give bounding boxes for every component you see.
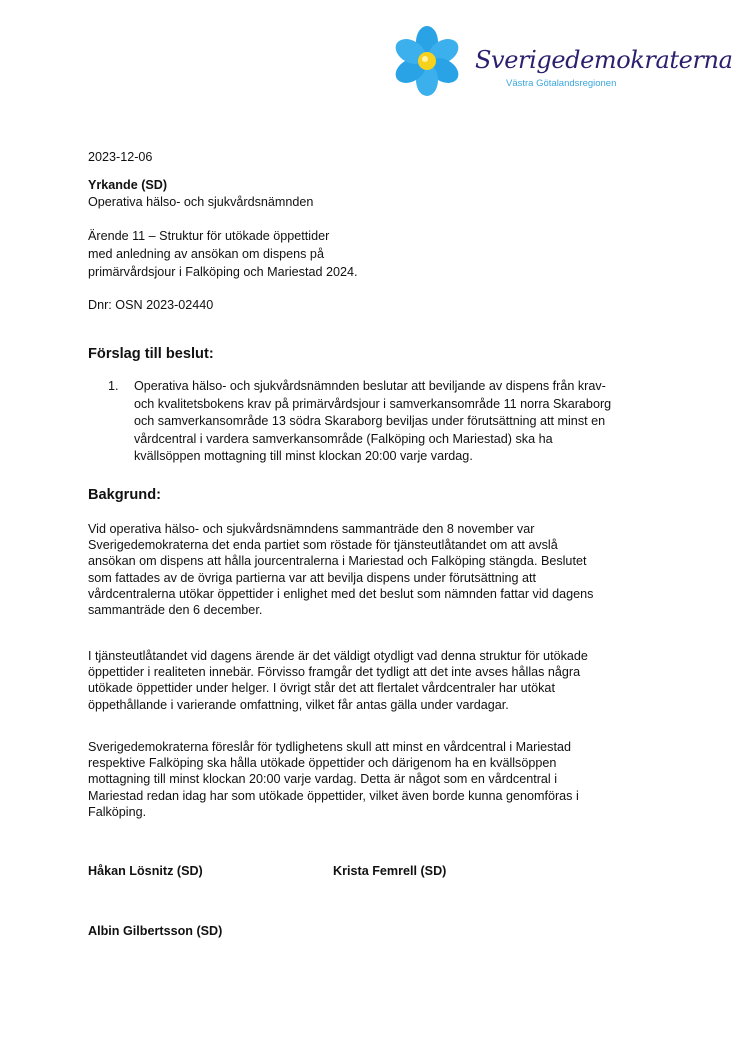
background-paragraph	[88, 648, 668, 713]
subject-line: primärvårdsjour i Falköping och Mariestad 2024.	[88, 265, 358, 279]
party-logo	[392, 26, 733, 96]
flower-icon	[392, 26, 472, 96]
paragraph-line: sammanträde den 6 december.	[88, 603, 263, 618]
subject-line: Ärende 11 – Struktur för utökade öppettider	[88, 229, 330, 243]
signature: Håkan Lösnitz (SD)	[88, 864, 203, 878]
list-item-line: kvällsöppen mottagning till minst klockan 20:00 varje vardag.	[134, 449, 473, 464]
case-number: Dnr: OSN 2023-02440	[88, 298, 214, 312]
paragraph-line: Vid operativa hälso- och sjukvårdsnämndens sammanträde den 8 november var	[88, 522, 535, 536]
paragraph-line: öppettider i realiteten innebär. Förvisso framgår det tydligt att det inte avses hållas några	[88, 665, 581, 680]
paragraph-line: Sverigedemokraterna det enda partiet som röstade för tjänsteutlåtandet om att avslå	[88, 538, 558, 553]
signature: Albin Gilbertsson (SD)	[88, 924, 223, 938]
paragraph-line: Sverigedemokraterna föreslår för tydlighetens skull att minst en vårdcentral i Mariestad	[88, 740, 571, 754]
paragraph-line: vårdcentralerna utökar öppettider i enlighet med det beslut som nämnden fattar vid dagens	[88, 586, 594, 601]
paragraph-line: som fattades av de övriga partierna var att bevilja dispens under förutsättning att	[88, 570, 537, 585]
paragraph-line: Falköping.	[88, 804, 147, 819]
list-item-line: Operativa hälso- och sjukvårdsnämnden beslutar att beviljande av dispens från krav-	[134, 379, 606, 393]
paragraph-line: Mariestad redan idag har som utökade öppettider, vilket även borde kunna genomföras i	[88, 788, 579, 803]
committee-name: Operativa hälso- och sjukvårdsnämnden	[88, 195, 314, 209]
list-item-line: och samverkansområde 13 södra Skaraborg beviljas under förutsättning att minst en	[134, 414, 606, 429]
list-item-number: 1.	[108, 379, 119, 393]
paragraph-line: utökade öppettider under helger. I övrigt står det att flertalet vårdcentraler har utökat	[88, 681, 555, 696]
paragraph-line: ansökan om dispens att hålla jourcentralerna i Mariestad och Falköping stängda. Beslutet	[88, 554, 587, 569]
paragraph-line: mottagning till minst klockan 20:00 varje vardag. Detta är något som en vårdcentral i	[88, 772, 558, 787]
paragraph-line: öppethållande i varierande omfattning, vilket får antas gälla under vardagar.	[88, 697, 509, 712]
paragraph-line: respektive Falköping ska hålla utökade öppettider och därigenom ha en kvällsöppen	[88, 756, 557, 771]
background-heading: Bakgrund:	[88, 487, 161, 503]
logo-name: Sverigedemokraterna	[475, 46, 733, 74]
list-item	[134, 378, 611, 466]
signature: Krista Femrell (SD)	[333, 864, 447, 878]
paragraph-line: I tjänsteutlåtandet vid dagens ärende är det väldigt otydligt vad denna struktur för utökade	[88, 649, 588, 663]
document-date: 2023-12-06	[88, 150, 153, 164]
background-paragraph	[88, 521, 668, 618]
background-paragraph	[88, 739, 668, 820]
subject-line: med anledning av ansökan om dispens på	[88, 247, 324, 261]
document-title: Yrkande (SD)	[88, 178, 168, 192]
list-item-line: vårdcentral i vardera samverkansområde (Falköping och Mariestad) ska ha	[134, 431, 553, 446]
logo-region: Västra Götalandsregionen	[506, 78, 617, 89]
list-item-line: och kvalitetsbokens krav på primärvårdsjour i samverkansområde 11 norra Skaraborg	[134, 396, 612, 411]
proposal-heading: Förslag till beslut:	[88, 346, 214, 362]
